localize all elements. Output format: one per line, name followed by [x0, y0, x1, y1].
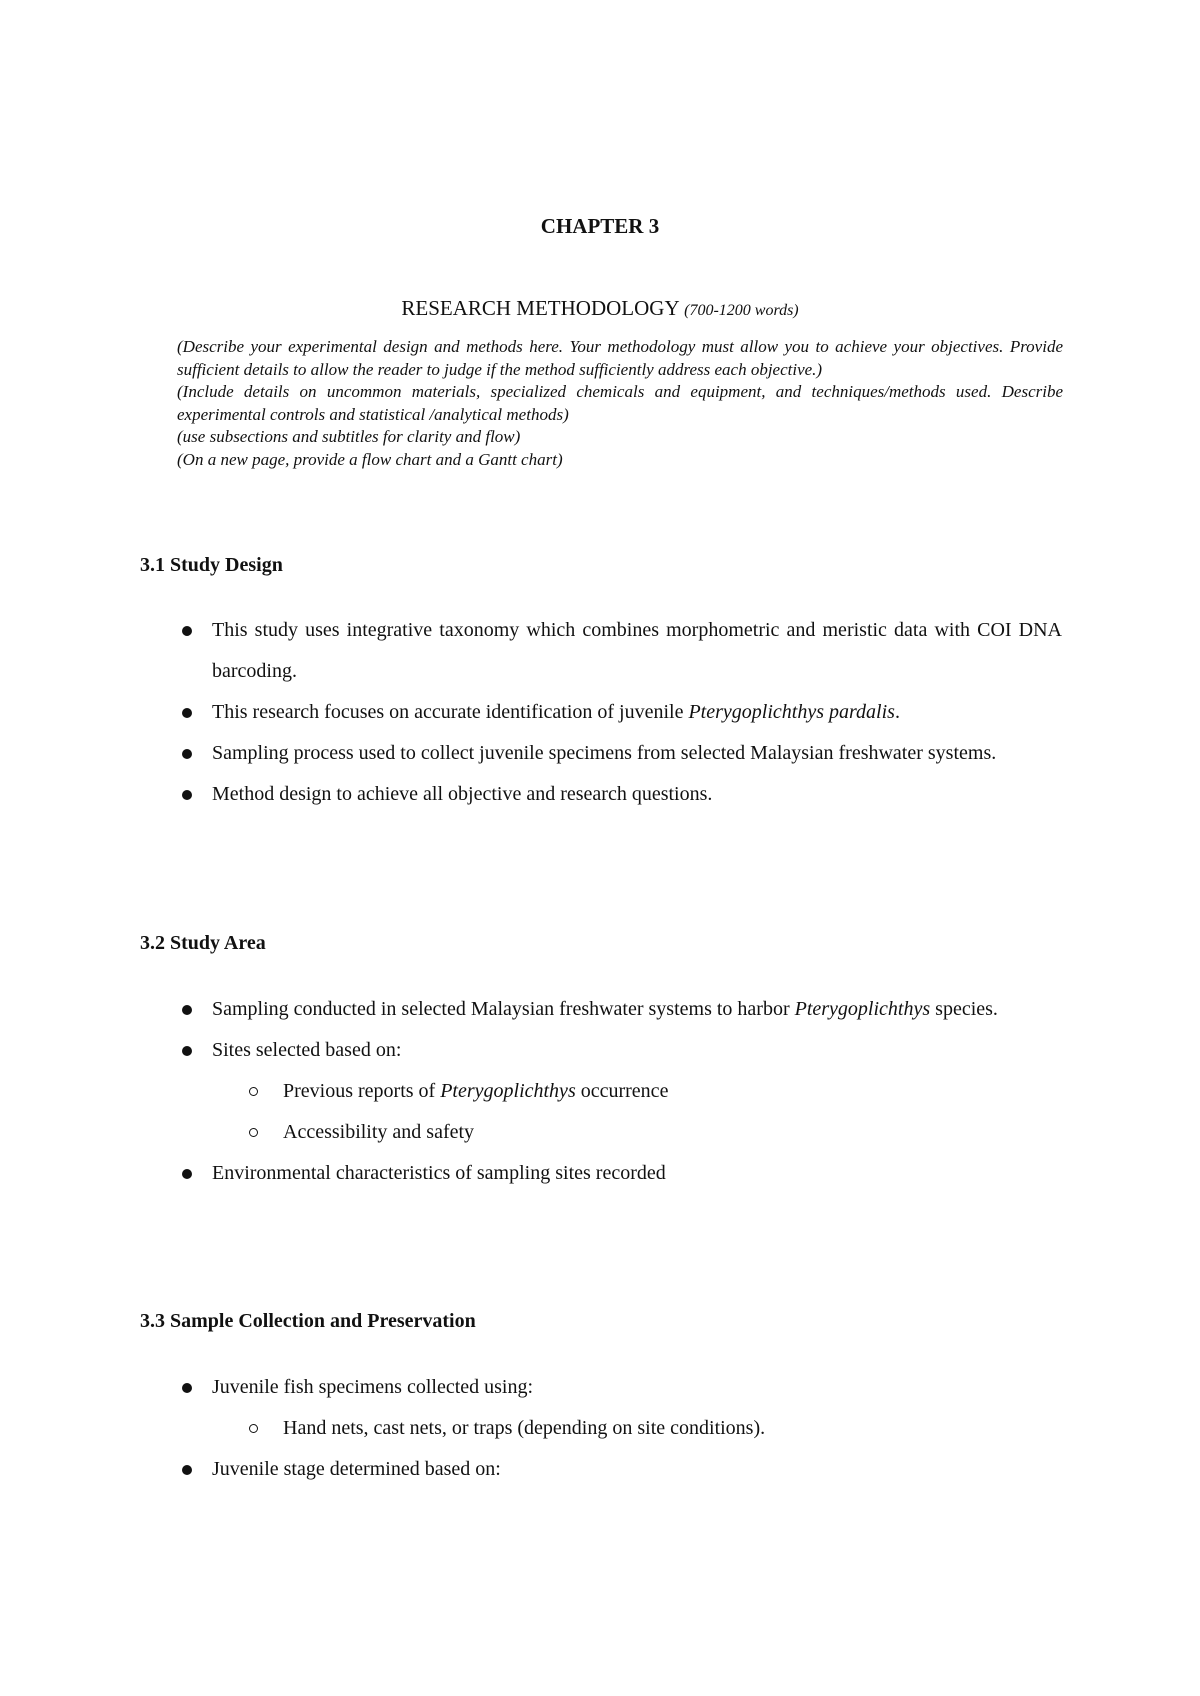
chapter-label: CHAPTER 3	[540, 214, 660, 238]
sub-list-item: Accessibility and safety	[0, 1112, 1063, 1153]
sample-collection-list	[0, 1367, 1200, 1490]
section-heading-sample-collection: 3.3 Sample Collection and Preservation	[140, 1310, 476, 1332]
list-item: This study uses integrative taxonomy which combines morphometric and meristic data with COI DNA barcoding.	[0, 610, 1062, 692]
list-item: Juvenile fish specimens collected using:	[0, 1367, 1062, 1408]
list-item: Sampling conducted in selected Malaysian freshwater systems to harbor Pterygoplichthys species.	[0, 989, 1062, 1030]
instruction-line: (On a new page, provide a flow chart and a Gantt chart)	[177, 449, 563, 469]
section-heading-study-area: 3.2 Study Area	[140, 932, 266, 954]
list-item: This research focuses on accurate identification of juvenile Pterygoplichthys pardalis.	[0, 692, 1062, 733]
species-name: Pterygoplichthys pardalis	[688, 701, 895, 723]
list-item: Sites selected based on:	[0, 1030, 1062, 1071]
list-item: Sampling process used to collect juvenile specimens from selected Malaysian freshwater systems.	[0, 733, 1062, 774]
sub-list-item: Previous reports of Pterygoplichthys occurrence	[0, 1071, 1063, 1112]
section-heading-study-design: 3.1 Study Design	[140, 554, 283, 576]
chapter-title	[0, 296, 1200, 321]
instruction-line: (Include details on uncommon materials, specialized chemicals and equipment, and techniques/methods used. Describe experimental controls and statistical /analytical methods)	[177, 382, 1063, 424]
instructions-block	[177, 336, 1063, 471]
list-item: Environmental characteristics of sampling sites recorded	[0, 1153, 1062, 1194]
instruction-line: (use subsections and subtitles for clarity and flow)	[177, 427, 521, 446]
study-area-list	[0, 989, 1200, 1194]
study-design-list	[0, 610, 1200, 815]
species-name: Pterygoplichthys	[794, 998, 931, 1020]
word-count-note: (700-1200 words)	[684, 302, 799, 319]
sub-list-item: Hand nets, cast nets, or traps (depending on site conditions).	[0, 1408, 1063, 1449]
list-item: Juvenile stage determined based on:	[0, 1449, 1062, 1490]
species-name: Pterygoplichthys	[440, 1080, 576, 1102]
chapter-title-main: RESEARCH METHODOLOGY	[401, 296, 679, 320]
list-item: Method design to achieve all objective and research questions.	[0, 774, 1062, 815]
instruction-line: (Describe your experimental design and methods here. Your methodology must allow you to achieve your objectives. Provide sufficient details to allow the reader to judge if the method sufficiently address each objective.)	[177, 337, 1063, 379]
